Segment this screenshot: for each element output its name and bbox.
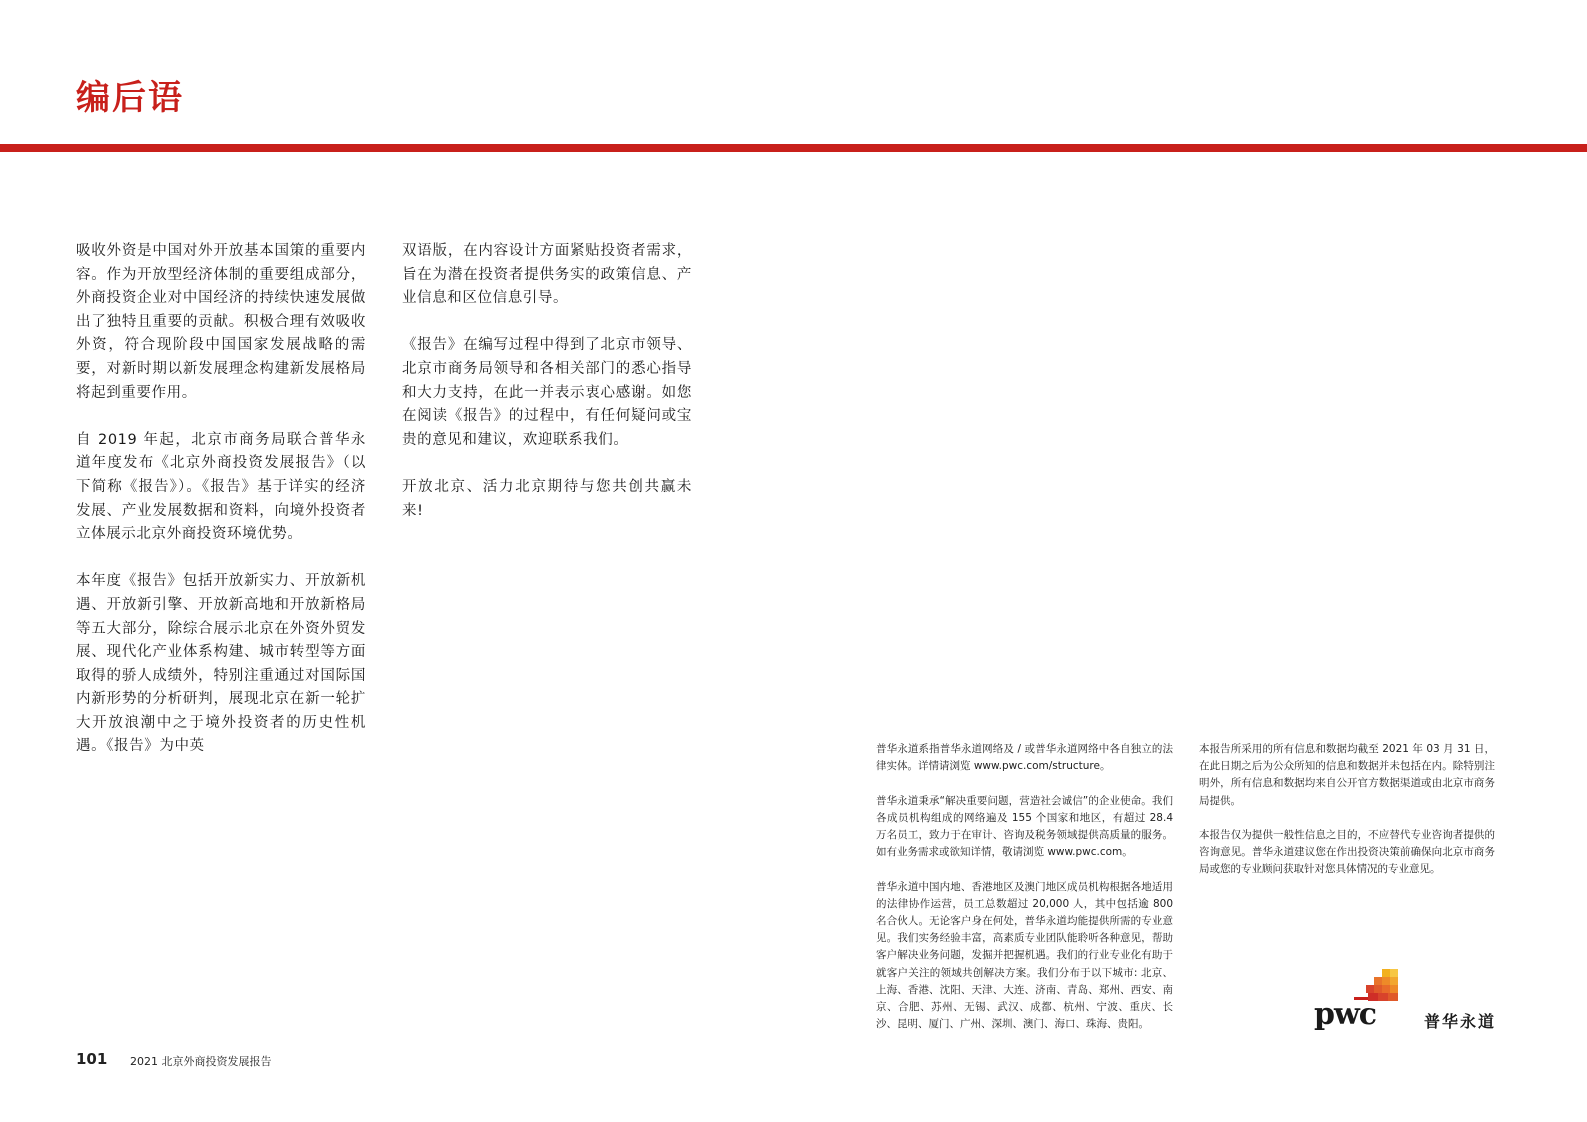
- note-paragraph: 普华永道系指普华永道网络及 / 或普华永道网络中各自独立的法律实体。详情请浏览 www.pwc.com/structure。: [876, 743, 1173, 773]
- body-column-1: [76, 240, 366, 783]
- note-paragraph: 本报告所采用的所有信息和数据均截至 2021 年 03 月 31 日，在此日期之后为公众所知的信息和数据并未包括在内。除特别注明外，所有信息和数据均来自公开官方数据渠道或由北京市商务局提供。: [1199, 743, 1495, 807]
- paragraph: 《报告》在编写过程中得到了北京市领导、北京市商务局领导和各相关部门的悉心指导和大力支持，在此一并表示衷心感谢。如您在阅读《报告》的过程中，有任何疑问或宝贵的意见和建议，欢迎联系我们。: [402, 337, 692, 448]
- page-number: 101: [76, 1050, 108, 1068]
- note-paragraph: 普华永道秉承“解决重要问题，营造社会诚信”的企业使命。我们各成员机构组成的网络遍及 155 个国家和地区，有超过 28.4 万名员工，致力于在审计、咨询及税务领域提供高质量的服务。如有业务需求或欲知详情，敬请浏览 www.pwc.com。: [876, 794, 1173, 859]
- pwc-logo: [1312, 965, 1502, 1040]
- paragraph: 双语版，在内容设计方面紧贴投资者需求，旨在为潜在投资者提供务实的政策信息、产业信息和区位信息引导。: [402, 243, 692, 307]
- body-column-2: [402, 240, 692, 547]
- logo-chinese-name: 普华永道: [1424, 1012, 1497, 1031]
- page-title: 编后语: [76, 78, 184, 118]
- legal-notes-right: [1199, 741, 1495, 896]
- note-paragraph: 普华永道中国内地、香港地区及澳门地区成员机构根据各地适用的法律协作运营，员工总数超过 20,000 人，其中包括逾 800 名合伙人。无论客户身在何处，普华永道均能提供所需的专业意见。我们实务经验丰富，高素质专业团队能聆听各种意见，帮助客户解决业务问题，发掘并把握机遇。我们的行业专业化有助于就客户关注的领域共创解决方案。我们分布于以下城市: 北京、上海、香港、沈阳、天津、大连、济南、青岛、郑州、西安、南京、合肥、苏州、无锡、武汉、成都、杭州、宁波、重庆、长沙、昆明、厦门、广州、深圳、澳门、海口、珠海、贵阳。: [876, 880, 1173, 1031]
- title-divider: [0, 144, 1587, 152]
- paragraph: 吸收外资是中国对外开放基本国策的重要内容。作为开放型经济体制的重要组成部分，外商投资企业对中国经济的持续快速发展做出了独特且重要的贡献。积极合理有效吸收外资，符合现阶段中国国家发展战略的需要，对新时期以新发展理念构建新发展格局将起到重要作用。: [76, 243, 366, 401]
- footer-report-title: 2021 北京外商投资发展报告: [130, 1055, 272, 1068]
- logo-wordmark: pwc: [1314, 997, 1377, 1032]
- paragraph: 自 2019 年起，北京市商务局联合普华永道年度发布《北京外商投资发展报告》（以下简称《报告》）。《报告》基于详实的经济发展、产业发展数据和资料，向境外投资者立体展示北京外商投资环境优势。: [76, 431, 366, 543]
- paragraph: 开放北京、活力北京期待与您共创共赢未来!: [402, 478, 692, 519]
- legal-notes-left: [876, 741, 1173, 1051]
- paragraph: 本年度《报告》包括开放新实力、开放新机遇、开放新引擎、开放新高地和开放新格局等五大部分，除综合展示北京在外资外贸发展、现代化产业体系构建、城市转型等方面取得的骄人成绩外，特别注重通过对国际国内新形势的分析研判，展现北京在新一轮扩大开放浪潮中之于境外投资者的历史性机遇。《报告》为中英: [76, 573, 366, 755]
- note-paragraph: 本报告仅为提供一般性信息之目的，不应替代专业咨询者提供的咨询意见。普华永道建议您在作出投资决策前确保向北京市商务局或您的专业顾问获取针对您具体情况的专业意见。: [1199, 829, 1495, 876]
